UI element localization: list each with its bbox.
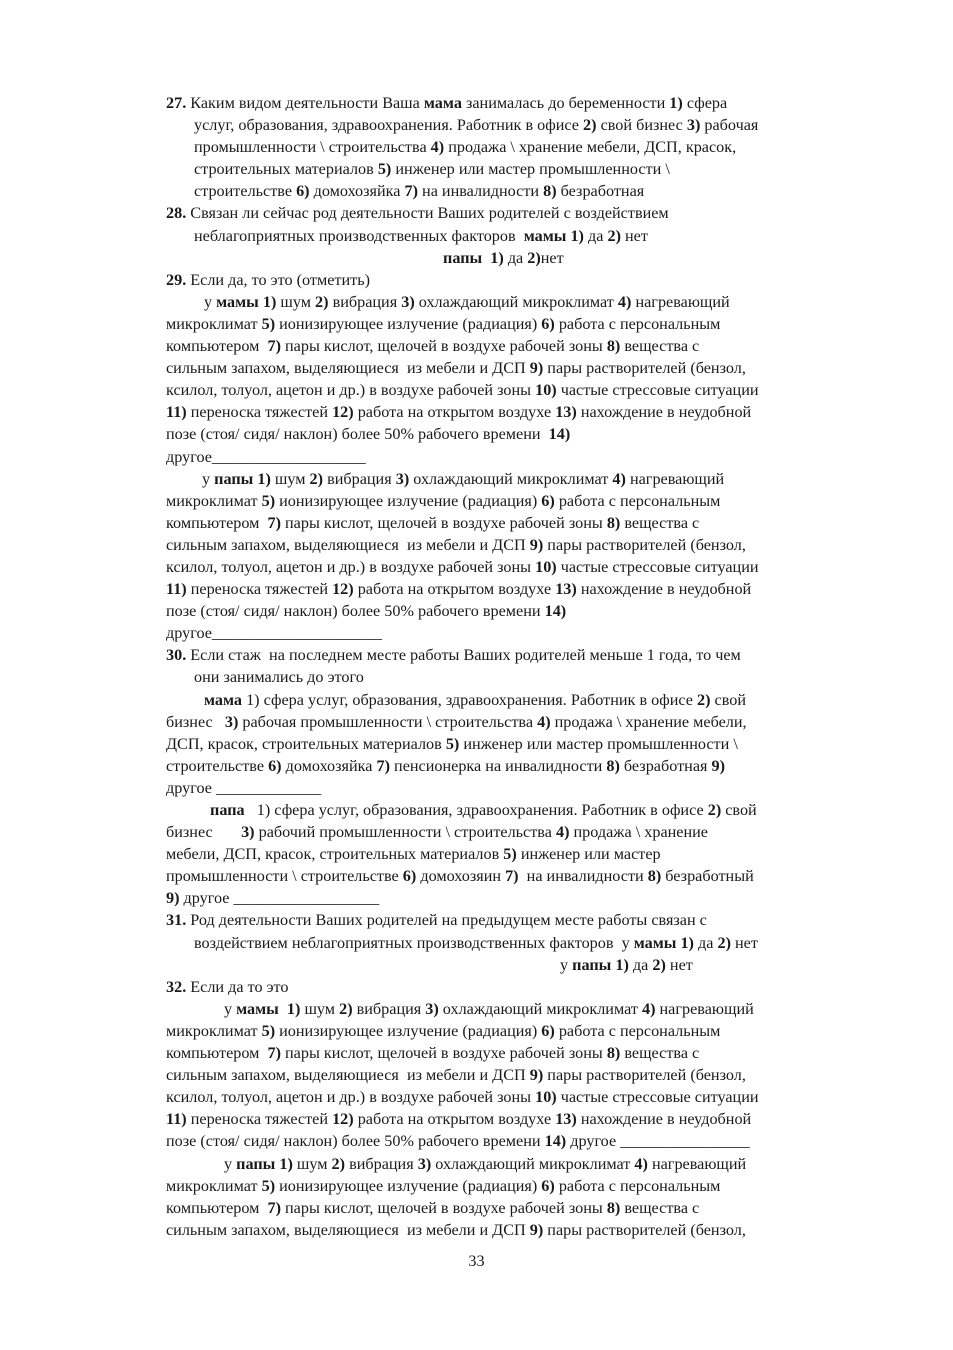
question-number: 31. — [166, 911, 187, 930]
question-27-line-3: промышленности \ строительства 4) продажа \ хранение мебели, ДСП, красок, — [194, 138, 737, 157]
other-fill-in-dad[interactable]: 9) другое __________________ — [166, 889, 380, 908]
question-32 — [166, 976, 886, 1241]
other-fill-in-mom[interactable]: позе (стоя/ сидя/ наклон) более 50% рабочего времени 14) другое ________________ — [166, 1132, 750, 1151]
question-number: 32. — [166, 977, 187, 996]
question-number: 29. — [166, 270, 187, 289]
question-29-mom-options: у мамы 1) шум 2) вибрация 3) охлаждающий микроклимат 4) нагревающий микроклимат 5) ионизирующее излучение (радиация) 6) работа с персональным компьютером 7) пары кислот, щелочей в воздухе рабочей зоны 8) вещества с сильным запахом, выделяющиеся из мебели и ДСП 9) пары растворителей (бензол, ксилол, толуол, ацетон и др.) в воздухе рабочей зоны 10) частые стрессовые ситуации 11) переноска тяжестей 12) работа на открытом воздухе 13) нахождение в неудобной позе (стоя/ сидя/ наклон) более 50% рабочего времени 14) другое___________________ — [166, 291, 886, 468]
question-28-line-3: папы 1) да 2)нет — [443, 248, 564, 267]
other-fill-in-mom[interactable]: другое___________________ — [166, 447, 366, 466]
question-number: 30. — [166, 646, 187, 665]
question-30-mom-options: мама 1) сфера услуг, образования, здравоохранения. Работник в офисе 2) свой бизнес 3) рабочая промышленности \ строительства 4) продажа \ хранение мебели, ДСП, красок, строительных материалов 5) инженер или мастер промышленности \ строительстве 6) домохозяйка 7) пенсионерка на инвалидности 8) безработная 9) другое _____________ — [166, 689, 886, 799]
question-29-dad-options: у папы 1) шум 2) вибрация 3) охлаждающий микроклимат 4) нагревающий микроклимат 5) ионизирующее излучение (радиация) 6) работа с персональным компьютером 7) пары кислот, щелочей в воздухе рабочей зоны 8) вещества с сильным запахом, выделяющиеся из мебели и ДСП 9) пары растворителей (бензол, ксилол, толуол, ацетон и др.) в воздухе рабочей зоны 10) частые стрессовые ситуации 11) переноска тяжестей 12) работа на открытом воздухе 13) нахождение в неудобной позе (стоя/ сидя/ наклон) более 50% рабочего времени 14) другое_____________________ — [166, 468, 886, 645]
question-28 — [166, 202, 886, 268]
question-31 — [166, 909, 886, 975]
question-30 — [166, 644, 886, 909]
page-number: 33 — [468, 1252, 485, 1270]
question-27-line-5: строительстве 6) домохозяйка 7) на инвалидности 8) безработная — [194, 182, 645, 201]
question-29 — [166, 269, 886, 645]
question-32-mom-options: у мамы 1) шум 2) вибрация 3) охлаждающий микроклимат 4) нагревающий микроклимат 5) ионизирующее излучение (радиация) 6) работа с персональным компьютером 7) пары кислот, щелочей в воздухе рабочей зоны 8) вещества с сильным запахом, выделяющиеся из мебели и ДСП 9) пары растворителей (бензол, ксилол, толуол, ацетон и др.) в воздухе рабочей зоны 10) частые стрессовые ситуации 11) переноска тяжестей 12) работа на открытом воздухе 13) нахождение в неудобной позе (стоя/ сидя/ наклон) более 50% рабочего времени 14) другое ________________ — [166, 998, 886, 1153]
question-number: 27. — [166, 94, 187, 112]
question-31-line-1: 31. Род деятельности Ваших родителей на предыдущем месте работы связан с — [166, 911, 707, 930]
question-30-line-1: 30. Если стаж на последнем месте работы Ваших родителей меньше 1 года, то чем — [166, 646, 741, 665]
questionnaire-body — [166, 92, 886, 1241]
question-31-line-3: у папы 1) да 2) нет — [560, 955, 693, 974]
question-30-dad-options: папа 1) сфера услуг, образования, здравоохранения. Работник в офисе 2) свой бизнес 3) рабочий промышленности \ строительства 4) продажа \ хранение мебели, ДСП, красок, строительных материалов 5) инженер или мастер промышленности \ строительстве 6) домохозяин 7) на инвалидности 8) безработный 9) другое __________________ — [166, 799, 886, 909]
question-number: 28. — [166, 204, 187, 223]
question-27 — [166, 92, 886, 202]
question-29-line-1: 29. Если да, то это (отметить) — [166, 270, 370, 289]
question-31-line-2: воздействием неблагоприятных производственных факторов у мамы 1) да 2) нет — [194, 933, 758, 952]
question-32-line-1: 32. Если да то это — [166, 977, 289, 996]
other-fill-in-mom[interactable]: другое _____________ — [166, 778, 322, 797]
question-28-line-2: неблагоприятных производственных факторов мамы 1) да 2) нет — [194, 226, 648, 245]
question-27-line-2: услуг, образования, здравоохранения. Работник в офисе 2) свой бизнес 3) рабочая — [194, 116, 759, 135]
question-28-line-1: 28. Связан ли сейчас род деятельности Ваших родителей с воздействием — [166, 204, 669, 223]
other-fill-in-dad[interactable]: другое_____________________ — [166, 624, 382, 643]
question-27-line-1: 27. Каким видом деятельности Ваша мама занималась до беременности 1) сфера — [166, 94, 728, 112]
question-27-line-4: строительных материалов 5) инженер или мастер промышленности \ — [194, 160, 670, 179]
question-32-dad-options: у папы 1) шум 2) вибрация 3) охлаждающий микроклимат 4) нагревающий микроклимат 5) ионизирующее излучение (радиация) 6) работа с персональным компьютером 7) пары кислот, щелочей в воздухе рабочей зоны 8) вещества с сильным запахом, выделяющиеся из мебели и ДСП 9) пары растворителей (бензол, — [166, 1154, 747, 1239]
question-30-line-2: они занимались до этого — [194, 668, 364, 687]
